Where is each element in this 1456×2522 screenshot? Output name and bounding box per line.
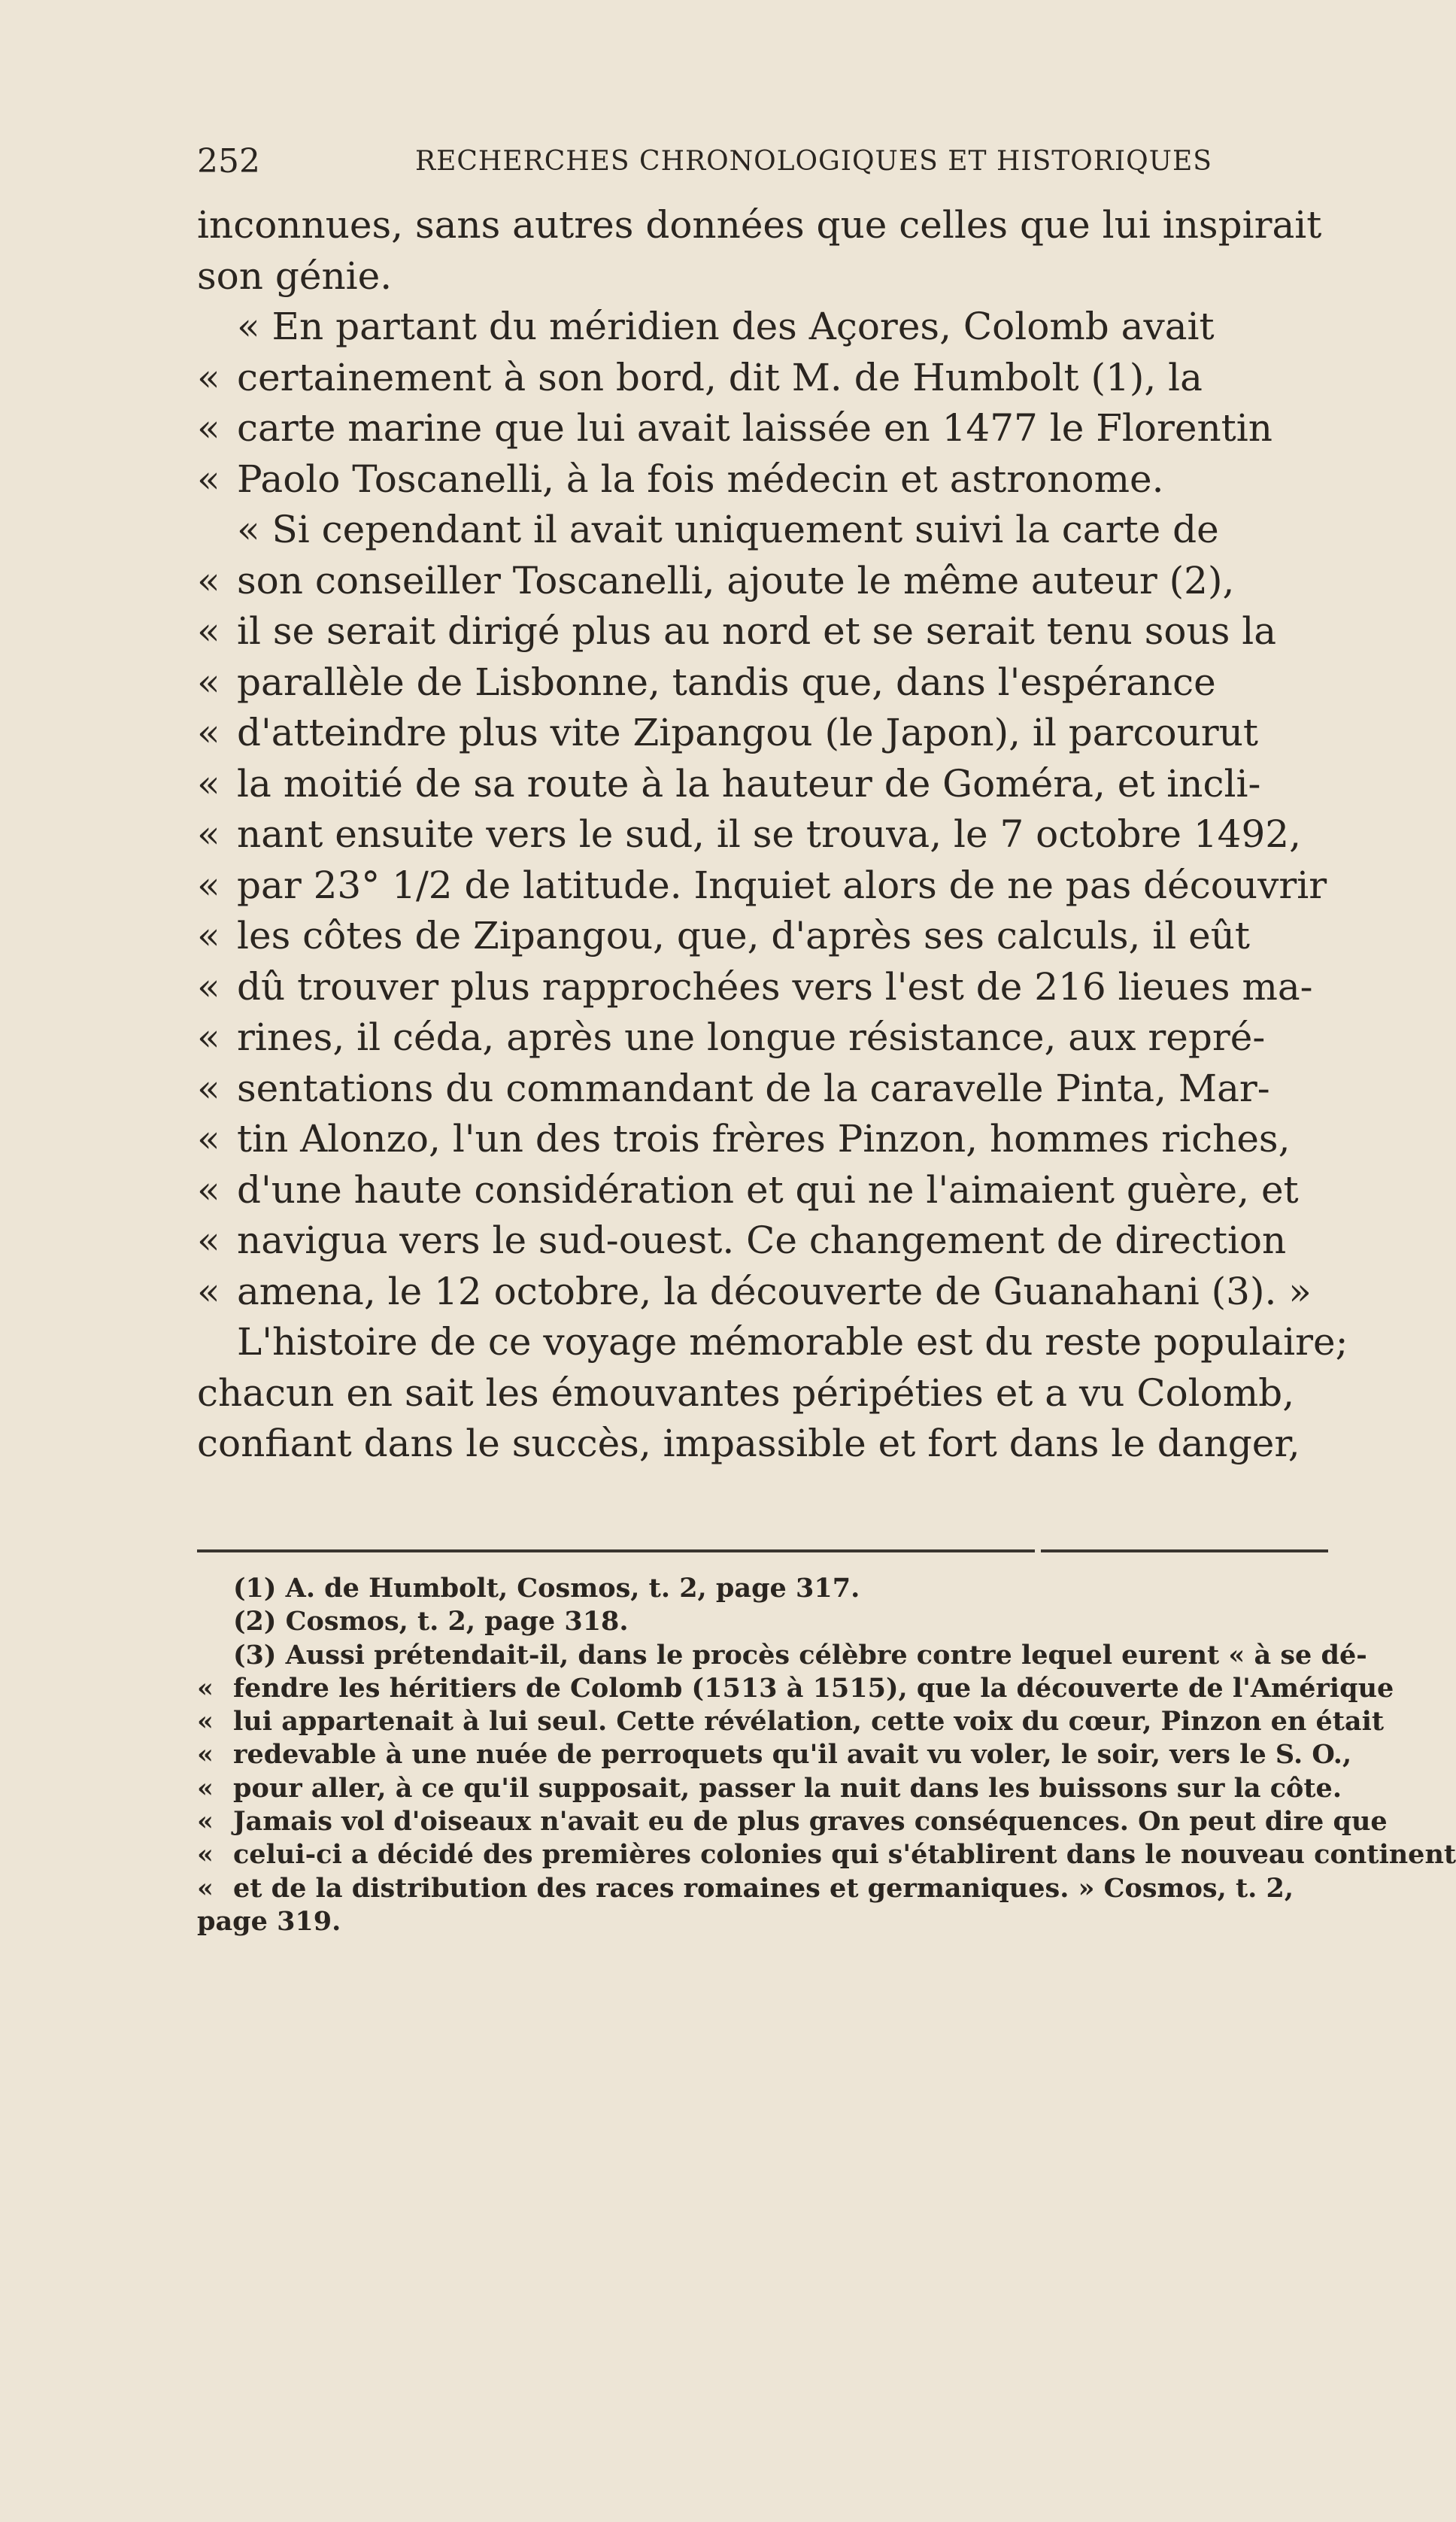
footnote-text: fendre les héritiers de Colomb (1513 à 1515), que la découverte de l'Amérique — [233, 1672, 1394, 1704]
quote-mark: « — [197, 1015, 220, 1059]
text-line — [197, 1419, 1328, 1470]
line-text: tin Alonzo, l'un des trois frères Pinzon, hommes riches, — [237, 1117, 1291, 1161]
quote-mark: « — [197, 1772, 214, 1804]
footnote-text: Jamais vol d'oiseaux n'avait eu de plus graves conséquences. On peut dire que — [233, 1806, 1388, 1838]
footnote-text: celui-ci a décidé des premières colonies qui s'établirent dans le nouveau continent — [233, 1839, 1456, 1871]
text-line — [197, 911, 1328, 962]
line-text: rines, il céda, après une longue résistance, aux repré- — [237, 1015, 1266, 1059]
footnote-text: pour aller, à ce qu'il supposait, passer la nuit dans les buissons sur la côte. — [233, 1772, 1342, 1804]
quote-mark: « — [197, 355, 220, 399]
footnote-line — [197, 1639, 1367, 1672]
line-text: L'histoire de ce voyage mémorable est du reste populaire; — [237, 1320, 1348, 1364]
line-text: amena, le 12 octobre, la découverte de Guanahani (3). » — [237, 1269, 1312, 1313]
line-text: « En partant du méridien des Açores, Colomb avait — [237, 305, 1215, 348]
line-text: carte marine que lui avait laissée en 1477 le Florentin — [237, 406, 1272, 450]
line-text: Paolo Toscanelli, à la fois médecin et astronome. — [237, 457, 1164, 501]
quote-mark: « — [197, 863, 220, 907]
text-line — [197, 657, 1328, 709]
text-line — [197, 606, 1328, 657]
footnote-line — [197, 1872, 1328, 1905]
text-line — [197, 353, 1328, 404]
footnote-separator-rule — [197, 1549, 1328, 1552]
line-text: son génie. — [197, 253, 393, 298]
quote-mark: « — [197, 406, 220, 450]
line-text: chacun en sait les émouvantes péripéties et a vu Colomb, — [197, 1370, 1295, 1415]
footnote-text: (2) Cosmos, t. 2, page 318. — [233, 1606, 629, 1637]
quote-mark: « — [197, 609, 220, 653]
quote-mark: « — [197, 964, 220, 1009]
footnotes — [197, 1572, 1456, 1938]
text-line — [197, 454, 1328, 505]
text-line — [197, 403, 1328, 454]
quote-mark: « — [197, 1839, 214, 1871]
text-line — [197, 708, 1328, 759]
footnote-line — [197, 1838, 1456, 1871]
quote-mark: « — [197, 1219, 220, 1262]
footnote-text: et de la distribution des races romaines et germaniques. » Cosmos, t. 2, — [233, 1872, 1294, 1904]
line-text: d'atteindre plus vite Zipangou (le Japon), il parcourut — [237, 711, 1258, 754]
text-line — [197, 1368, 1328, 1419]
quote-mark: « — [197, 660, 220, 704]
line-text: inconnues, sans autres données que celles que lui inspirait — [197, 203, 1322, 247]
text-line — [197, 1165, 1328, 1216]
footnote-text: lui appartenait à lui seul. Cette révélation, cette voix du cœur, Pinzon en était — [233, 1706, 1385, 1737]
text-line — [197, 251, 1328, 302]
quote-mark: « — [197, 1739, 214, 1771]
text-line — [197, 1267, 1328, 1318]
text-line — [197, 759, 1328, 810]
line-text: confiant dans le succès, impassible et fort dans le danger, — [197, 1422, 1300, 1465]
text-line — [197, 556, 1328, 607]
page-number: 252 — [197, 142, 260, 181]
quote-mark: « — [197, 1269, 220, 1313]
text-line — [197, 1064, 1328, 1115]
footnote-text: page 319. — [197, 1905, 341, 1937]
text-line — [197, 1215, 1328, 1267]
body-text — [197, 200, 1348, 1470]
quote-mark: « — [197, 1117, 220, 1161]
footnote-line — [197, 1805, 1388, 1838]
quote-mark: « — [197, 761, 220, 806]
footnote-line — [197, 1572, 1328, 1605]
line-text: navigua vers le sud-ouest. Ce changement de direction — [237, 1219, 1287, 1262]
running-title: RECHERCHES CHRONOLOGIQUES ET HISTORIQUES — [415, 146, 1212, 177]
text-line — [197, 302, 1328, 353]
footnote-line — [197, 1905, 1328, 1938]
quote-mark: « — [197, 457, 220, 501]
text-line — [197, 962, 1328, 1013]
quote-mark: « — [197, 1672, 214, 1704]
text-line — [197, 1317, 1348, 1368]
text-line — [197, 505, 1328, 556]
footnote-text: (3) Aussi prétendait-il, dans le procès célèbre contre lequel eurent « à se dé- — [233, 1639, 1367, 1671]
line-text: d'une haute considération et qui ne l'aimaient guère, et — [237, 1167, 1299, 1212]
line-text: parallèle de Lisbonne, tandis que, dans l'espérance — [237, 660, 1216, 704]
footnote-text: redevable à une nuée de perroquets qu'il avait vu voler, le soir, vers le S. O., — [233, 1739, 1352, 1771]
line-text: les côtes de Zipangou, que, d'après ses calculs, il eût — [237, 914, 1251, 958]
line-text: la moitié de sa route à la hauteur de Goméra, et incli- — [237, 761, 1261, 806]
quote-mark: « — [197, 1706, 214, 1737]
footnote-line — [197, 1772, 1342, 1805]
footnote-line — [197, 1605, 1328, 1638]
quote-mark: « — [197, 914, 220, 958]
line-text: dû trouver plus rapprochées vers l'est de 216 lieues ma- — [237, 964, 1313, 1009]
footnote-line — [197, 1672, 1394, 1705]
quote-mark: « — [197, 1167, 220, 1212]
quote-mark: « — [197, 812, 220, 856]
footnote-line — [197, 1738, 1352, 1771]
line-text: il se serait dirigé plus au nord et se serait tenu sous la — [237, 609, 1277, 653]
line-text: nant ensuite vers le sud, il se trouva, le 7 octobre 1492, — [237, 812, 1302, 856]
quote-mark: « — [197, 1872, 214, 1904]
text-line — [197, 1012, 1328, 1064]
footnote-line — [197, 1705, 1385, 1738]
text-line — [197, 860, 1328, 912]
page-header — [197, 139, 1328, 184]
line-text: certainement à son bord, dit M. de Humbolt (1), la — [237, 355, 1203, 399]
footnote-text: (1) A. de Humbolt, Cosmos, t. 2, page 317. — [233, 1573, 860, 1604]
text-line — [197, 200, 1328, 251]
line-text: sentations du commandant de la caravelle Pinta, Mar- — [237, 1066, 1270, 1110]
quote-mark: « — [197, 1806, 214, 1838]
quote-mark: « — [197, 711, 220, 754]
line-text: son conseiller Toscanelli, ajoute le même auteur (2), — [237, 558, 1235, 602]
text-line — [197, 809, 1328, 860]
quote-mark: « — [197, 558, 220, 602]
line-text: par 23° 1/2 de latitude. Inquiet alors de ne pas découvrir — [237, 863, 1327, 907]
quote-mark: « — [197, 1066, 220, 1110]
text-line — [197, 1114, 1328, 1165]
line-text: « Si cependant il avait uniquement suivi la carte de — [237, 508, 1219, 551]
